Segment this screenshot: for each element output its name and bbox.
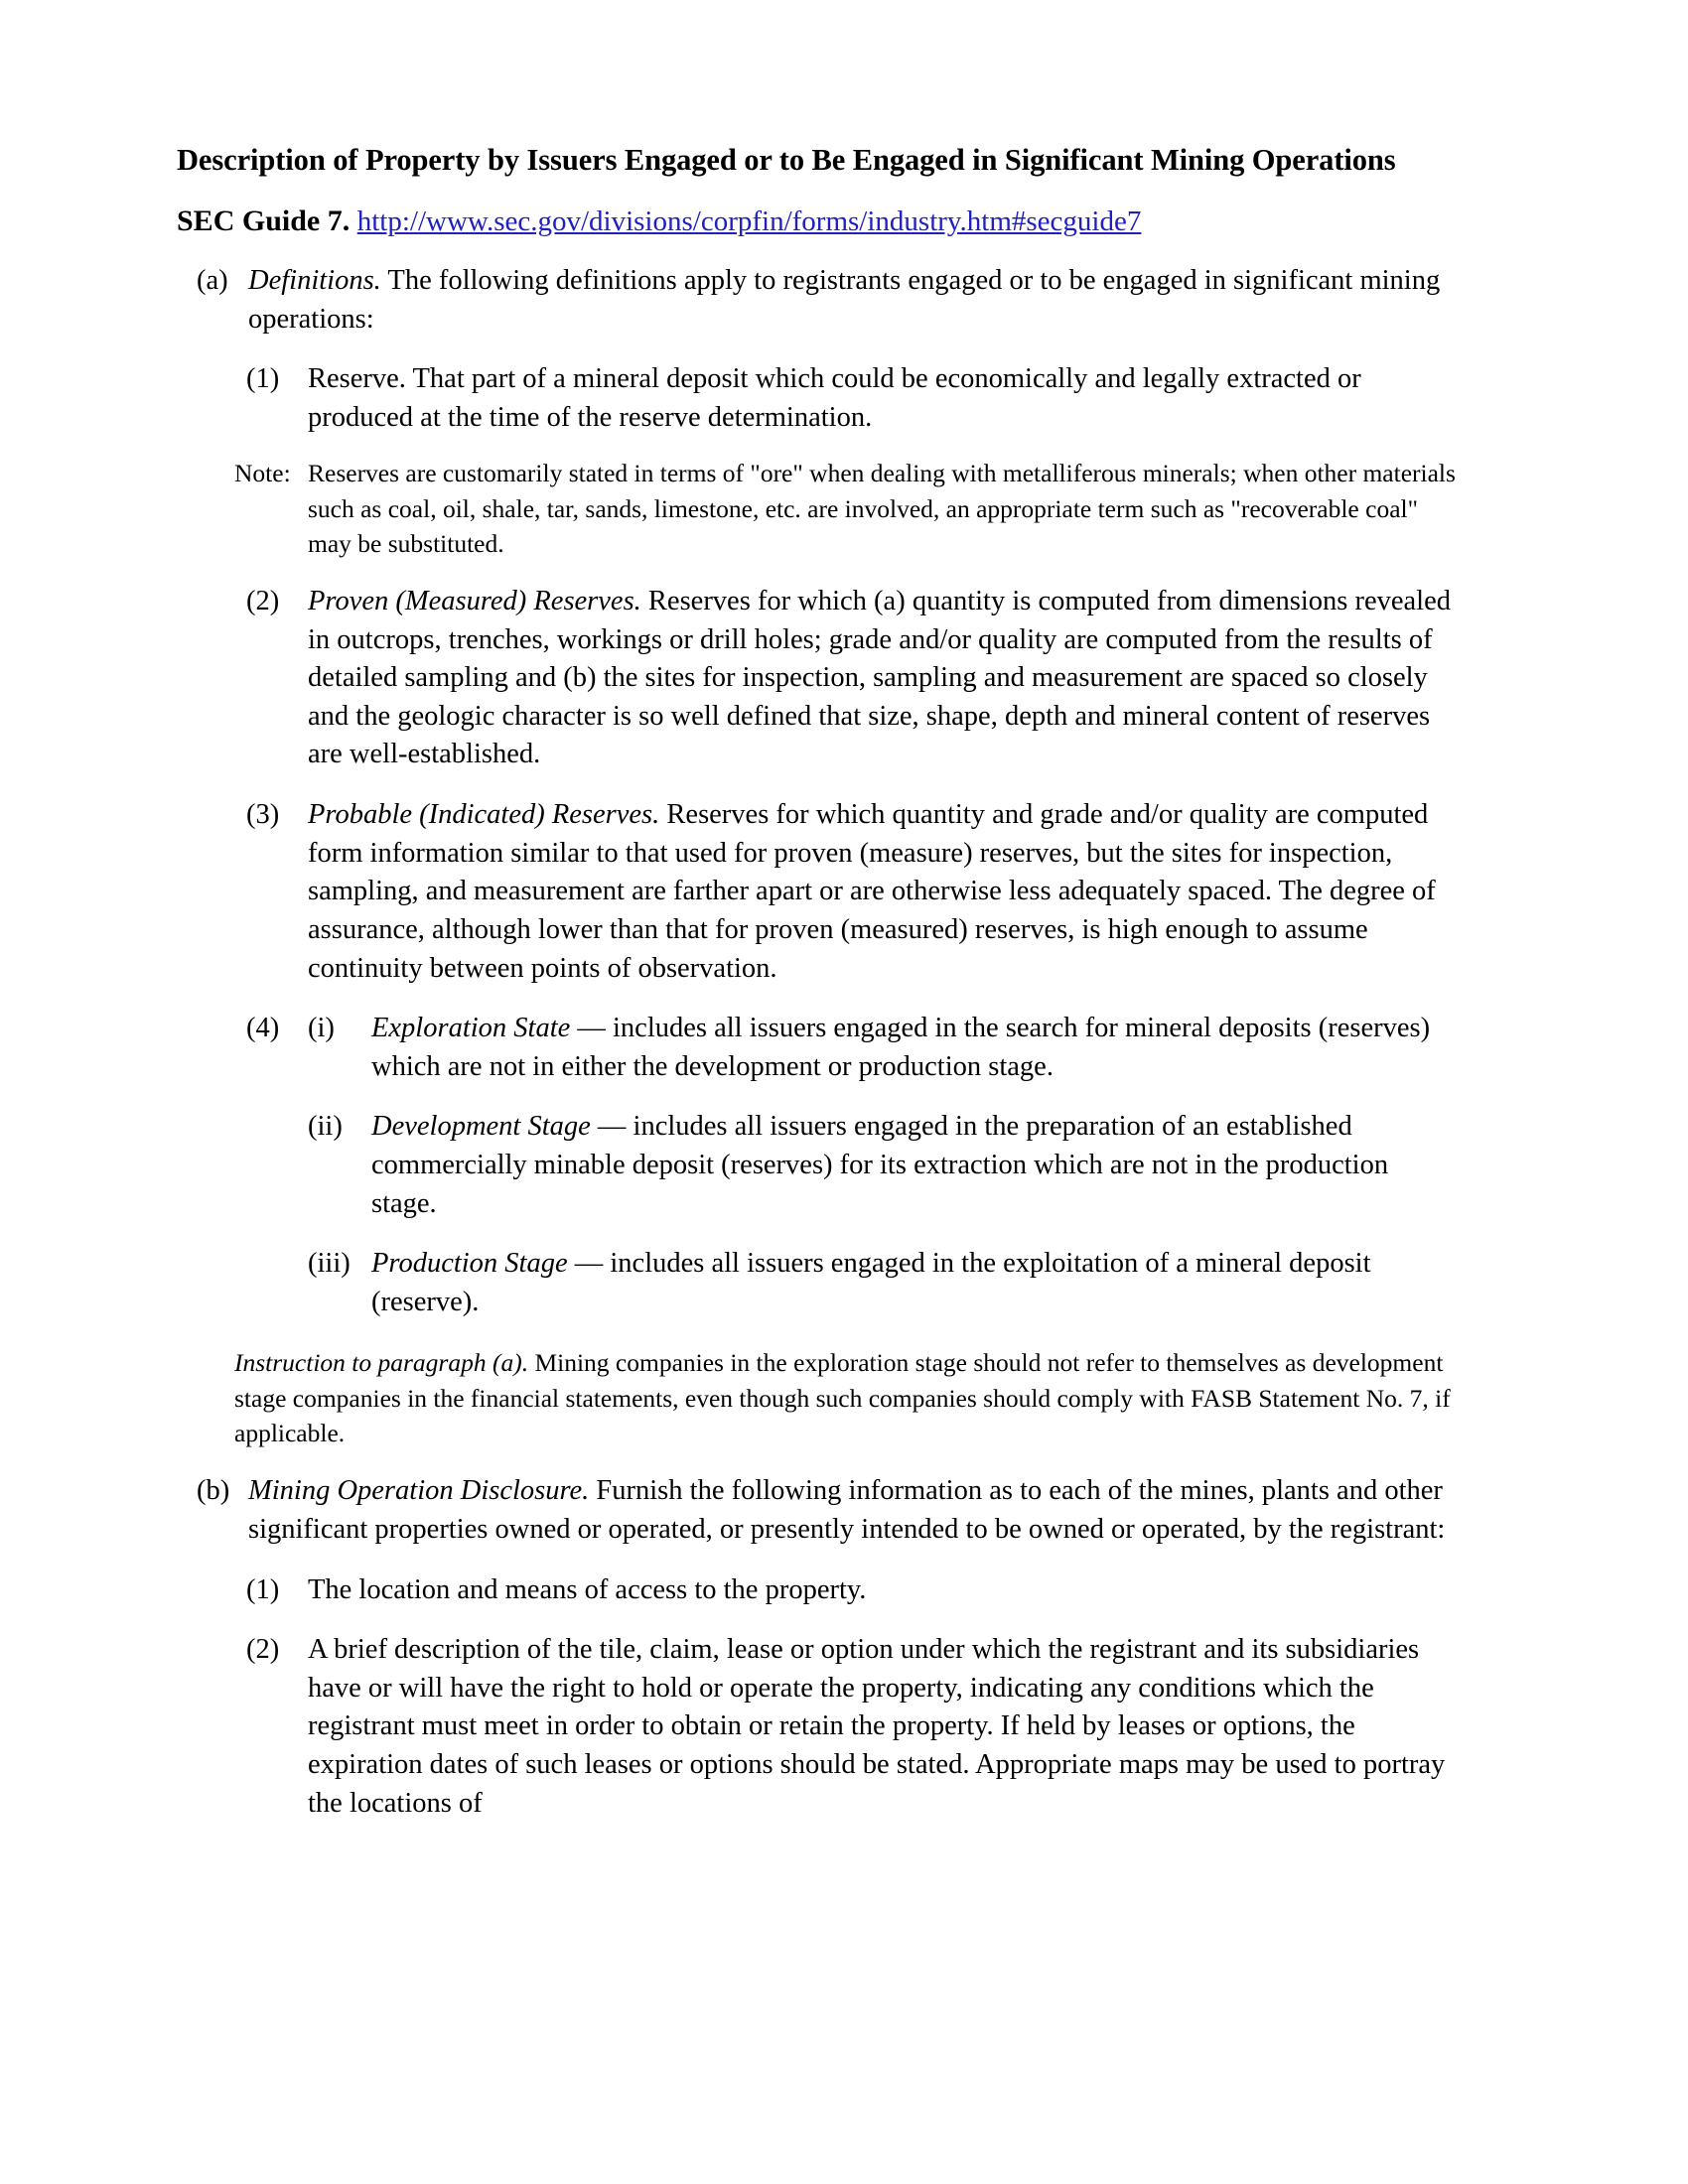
guide-label: SEC Guide 7. bbox=[177, 204, 351, 237]
subitem-a4-iii-marker: (iii) bbox=[308, 1248, 351, 1280]
section-b-marker: (b) bbox=[197, 1475, 230, 1507]
subitem-a4-iii-term: Production Stage bbox=[371, 1248, 568, 1280]
subitem-a4-ii-marker: (ii) bbox=[308, 1111, 343, 1143]
instruction-paragraph-a-term: Instruction to paragraph (a). bbox=[234, 1348, 529, 1378]
list-item-a2-marker: (2) bbox=[246, 586, 280, 617]
section-b-body: Furnish the following information as to each of the mines, plants and other significant properties owned or operated, or presently intended to be owned or operated, by the registrant: bbox=[248, 1475, 1446, 1545]
list-item-a1-text: Reserve. That part of a mineral deposit which could be economically and legally extracted or produced at the time of the reserve determination. bbox=[308, 363, 1361, 433]
subitem-a4-ii-body: — includes all issuers engaged in the preparation of an established commercially minable deposit (reserves) for its extraction which are not in the production stage. bbox=[371, 1111, 1389, 1219]
list-item-a2-term: Proven (Measured) Reserves. bbox=[308, 586, 641, 617]
note-block bbox=[234, 456, 1458, 561]
subitem-a4-i-text bbox=[371, 1010, 1458, 1086]
list-item-a3-marker: (3) bbox=[246, 799, 280, 831]
section-a-text bbox=[248, 262, 1458, 339]
section-a-term: Definitions. bbox=[248, 265, 381, 297]
sec-guide-link[interactable]: http://www.sec.gov/divisions/corpfin/forms/industry.htm#secguide7 bbox=[356, 205, 1142, 237]
list-item-a2-text bbox=[308, 583, 1458, 774]
subitem-a4-ii-term: Development Stage bbox=[371, 1111, 591, 1143]
instruction-paragraph-a bbox=[234, 1345, 1458, 1450]
list-item-a4 bbox=[246, 1010, 1458, 1321]
section-a bbox=[197, 262, 1458, 339]
note-marker: Note: bbox=[234, 459, 291, 488]
subitem-a4-iii bbox=[308, 1245, 1458, 1321]
list-item-b1-marker: (1) bbox=[246, 1573, 280, 1605]
list-item-a1-marker: (1) bbox=[246, 363, 280, 395]
section-a-marker: (a) bbox=[197, 265, 228, 297]
subitem-a4-i-marker: (i) bbox=[308, 1013, 335, 1044]
list-item-a2 bbox=[246, 583, 1458, 774]
section-b-text bbox=[248, 1472, 1458, 1549]
list-item-a3-text bbox=[308, 796, 1458, 988]
list-item-b1-text: The location and means of access to the property. bbox=[308, 1573, 867, 1605]
subitem-a4-i-body: — includes all issuers engaged in the search for mineral deposits (reserves) which are not in either the development or production stage. bbox=[371, 1013, 1431, 1082]
list-item-b2 bbox=[246, 1631, 1458, 1823]
roman-subitem-group bbox=[308, 1010, 1458, 1321]
list-item-b2-marker: (2) bbox=[246, 1634, 280, 1666]
list-item-a1 bbox=[246, 360, 1458, 437]
list-item-a3-body: Reserves for which quantity and grade and/or quality are computed form information similar to that used for proven (measure) reserves, but the sites for inspection, sampling, and measurement are farther apart or are otherwise less adequately spaced. The degree of assurance, although lower than that for proven (measured) reserves, is high enough to assume continuity between points of observation. bbox=[308, 799, 1436, 984]
section-b-term: Mining Operation Disclosure. bbox=[248, 1475, 590, 1507]
list-item-b1 bbox=[246, 1571, 1458, 1610]
subitem-a4-i-term: Exploration State bbox=[371, 1013, 571, 1044]
section-a-body: The following definitions apply to registrants engaged or to be engaged in significant mining operations: bbox=[248, 265, 1441, 335]
section-b bbox=[197, 1472, 1458, 1549]
subitem-a4-ii bbox=[308, 1108, 1458, 1223]
list-item-b2-text: A brief description of the tile, claim, lease or option under which the registrant and its subsidiaries have or will have the right to hold or operate the property, indicating any conditions which the registrant must meet in order to obtain or retain the property. If held by leases or options, the expiration dates of such leases or options should be stated. Appropriate maps may be used to portray the locations of bbox=[308, 1634, 1446, 1819]
list-item-a4-marker: (4) bbox=[246, 1013, 280, 1044]
list-item-a2-body: Reserves for which (a) quantity is computed from dimensions revealed in outcrops, trenches, workings or drill holes; grade and/or quality are computed from the results of detailed sampling and (b) the sites for inspection, sampling and measurement are spaced so closely and the geologic character is so well defined that size, shape, depth and mineral content of reserves are well-established. bbox=[308, 586, 1451, 770]
subitem-a4-ii-text bbox=[371, 1108, 1458, 1223]
subitem-a4-iii-text bbox=[371, 1245, 1458, 1321]
instruction-paragraph-a-body: Mining companies in the exploration stage should not refer to themselves as development stage companies in the financial statements, even though such companies should comply with FASB Statement No. 7, if applicable. bbox=[234, 1348, 1451, 1448]
page-content bbox=[177, 141, 1458, 1823]
note-text: Reserves are customarily stated in terms of "ore" when dealing with metalliferous minerals; when other materials such as coal, oil, shale, tar, sands, limestone, etc. are involved, an appropriate term such as "recoverable coal" may be substituted. bbox=[308, 459, 1456, 558]
list-item-a3 bbox=[246, 796, 1458, 988]
list-item-a3-term: Probable (Indicated) Reserves. bbox=[308, 799, 660, 831]
page-title: Description of Property by Issuers Engaged or to Be Engaged in Significant Mining Operations bbox=[177, 143, 1396, 177]
guide-reference-line bbox=[177, 203, 1458, 240]
subitem-a4-iii-body: — includes all issuers engaged in the exploitation of a mineral deposit (reserve). bbox=[371, 1248, 1371, 1317]
subitem-a4-i bbox=[308, 1010, 1458, 1086]
